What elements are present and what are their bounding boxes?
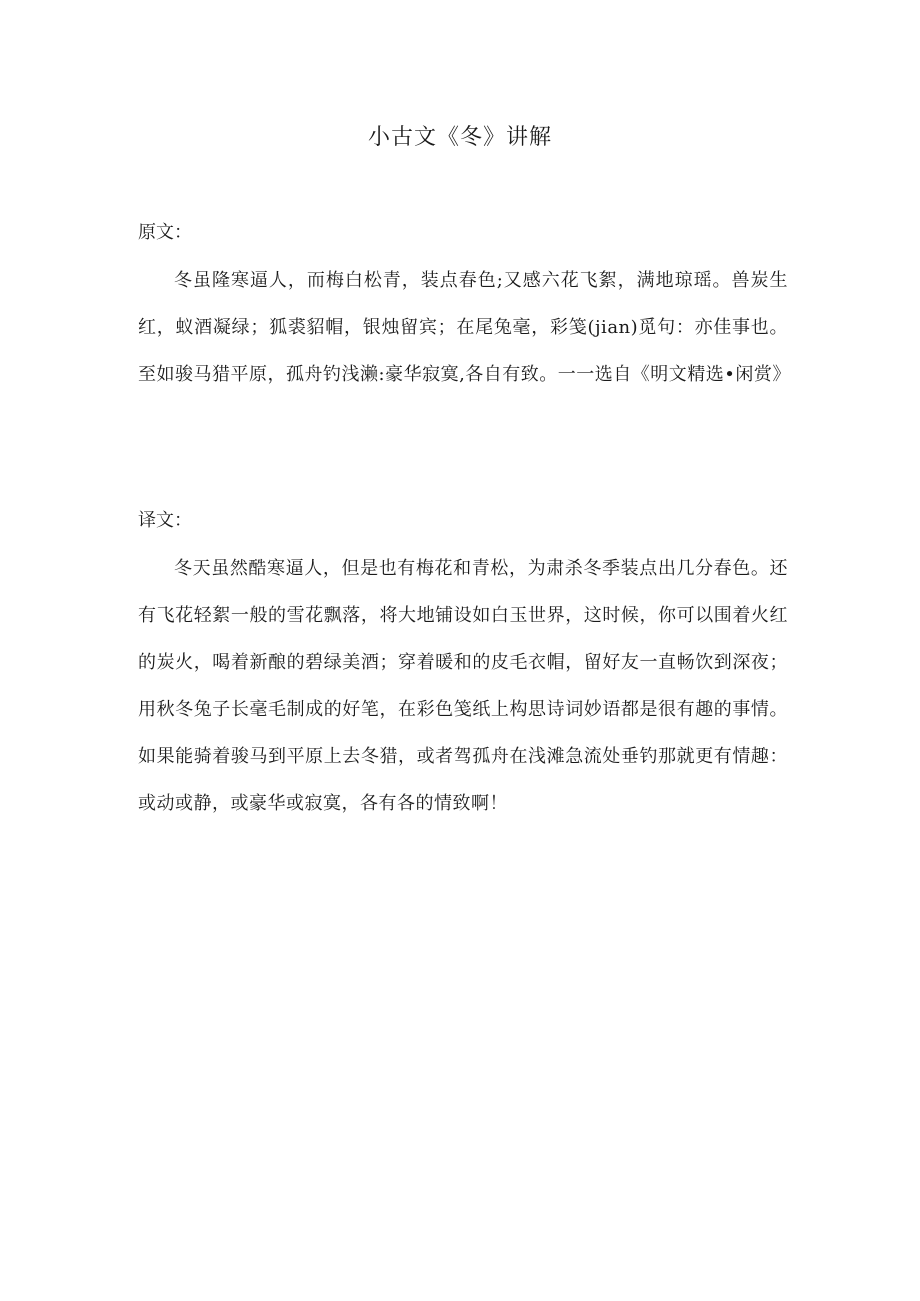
page-title: 小古文《冬》讲解 [367,125,552,150]
original-text-label: 原文： [138,222,192,243]
original-text-paragraph: 冬虽隆寒逼人，而梅白松青，装点春色;又感六花飞絮，满地琼瑶。兽炭生红，蚁酒凝绿；狐裘貂帽，银烛留宾；在尾兔毫，彩笺(jian)觅句：亦佳事也。至如骏马猎平原，孤舟钓浅濑:豪华寂寞,各自有致。一一选自《明文精选•闲赏》 [138,270,791,385]
translation-paragraph: 冬天虽然酷寒逼人，但是也有梅花和青松，为肃杀冬季装点出几分春色。还有飞花轻絮一般的雪花飘落，将大地铺设如白玉世界，这时候，你可以围着火红的炭火，喝着新酿的碧绿美酒；穿着暖和的皮毛衣帽，留好友一直畅饮到深夜；用秋冬兔子长毫毛制成的好笔，在彩色笺纸上构思诗词妙语都是很有趣的事情。如果能骑着骏马到平原上去冬猎，或者驾孤舟在浅滩急流处垂钓那就更有情趣：或动或静，或豪华或寂寞，各有各的情致啊！ [138,558,788,814]
translation-label: 译文： [138,510,192,531]
